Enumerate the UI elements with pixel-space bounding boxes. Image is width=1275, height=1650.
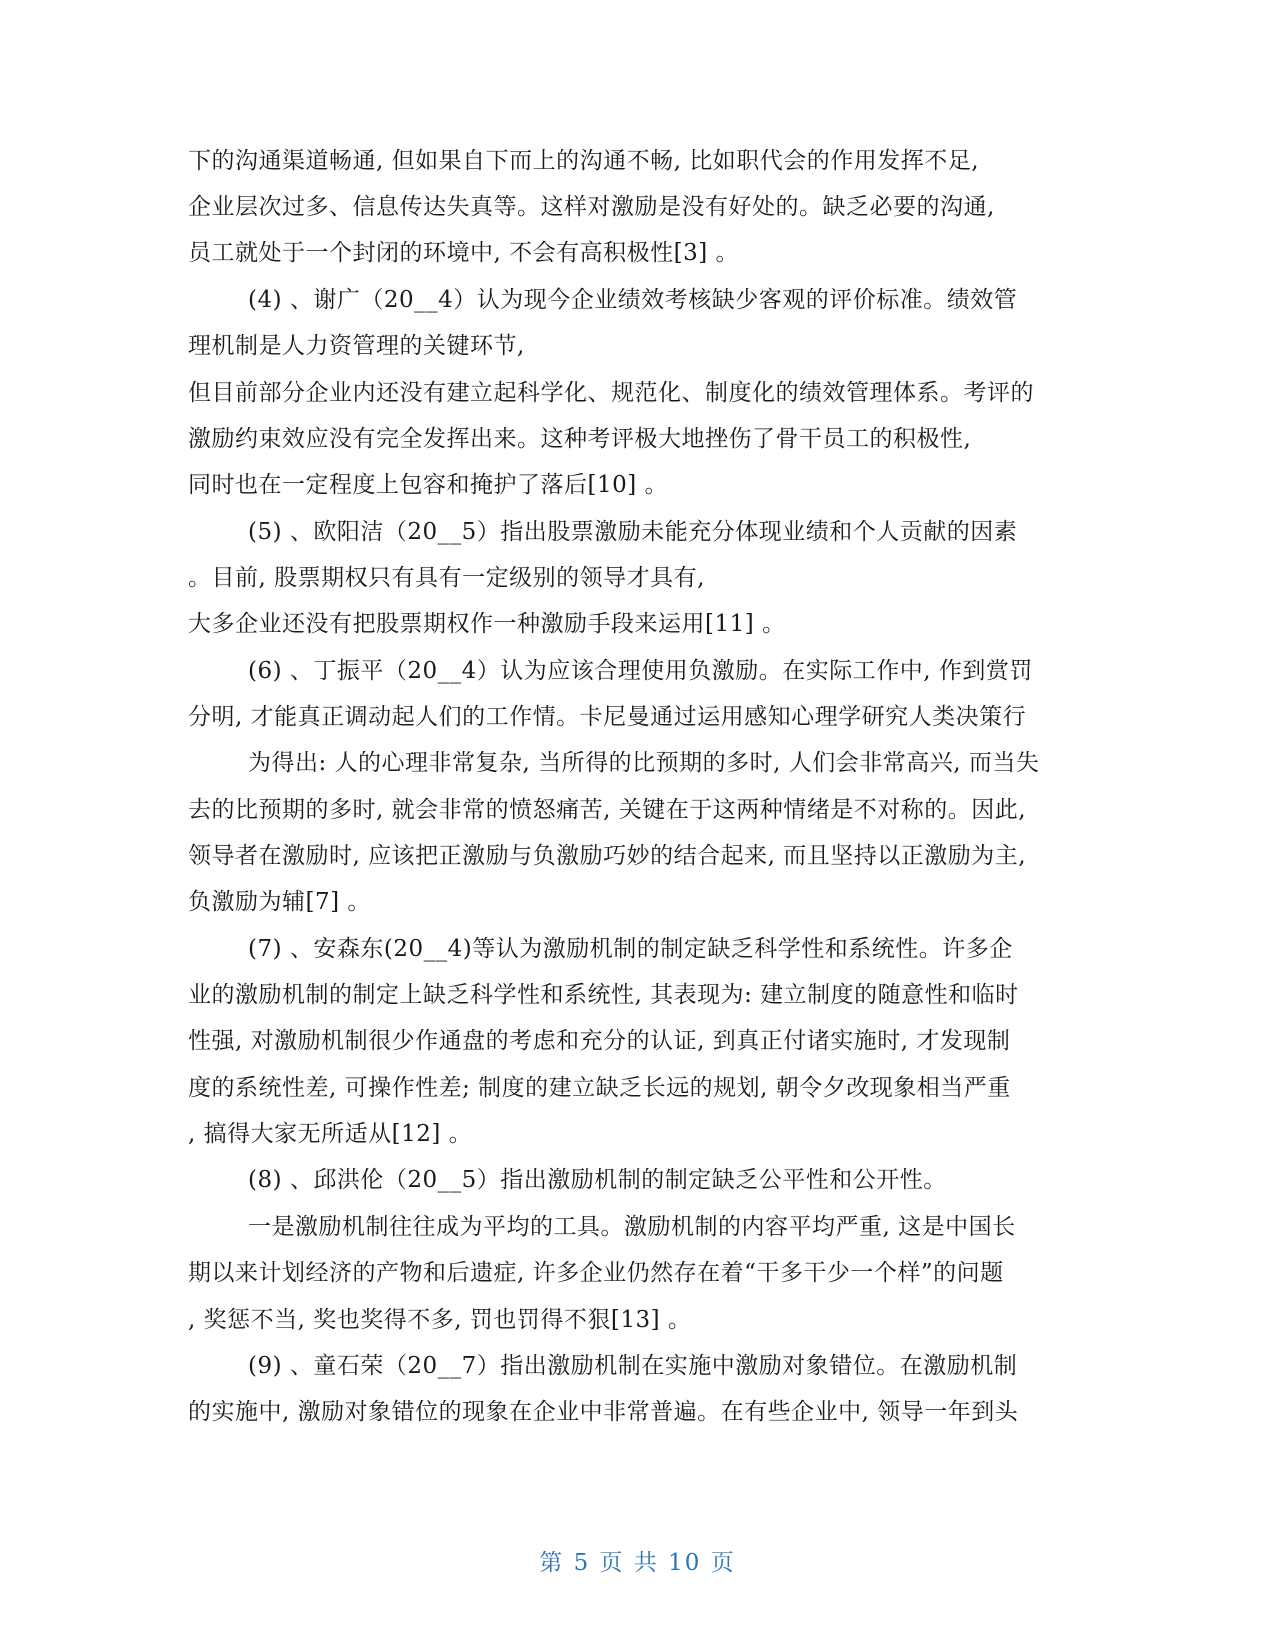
text-line: 大多企业还没有把股票期权作一种激励手段来运用[11] 。 <box>188 611 786 637</box>
text-line: 业的激励机制的制定上缺乏科学性和系统性, 其表现为: 建立制度的随意性和临时 <box>188 982 1019 1008</box>
text-line: 激励约束效应没有完全发挥出来。这种考评极大地挫伤了骨干员工的积极性, <box>188 426 972 452</box>
text-line: 分明, 才能真正调动起人们的工作情。卡尼曼通过运用感知心理学研究人类决策行 <box>188 704 1027 730</box>
text-line: (9) 、童石荣（20__7）指出激励机制在实施中激励对象错位。在激励机制 <box>248 1353 1018 1379</box>
text-line: 员工就处于一个封闭的环境中, 不会有高积极性[3] 。 <box>188 240 740 266</box>
text-line: 期以来计划经济的产物和后遗症, 许多企业仍然存在着“干多干少一个样”的问题 <box>188 1260 1004 1286</box>
text-line: (4) 、谢广（20__4）认为现今企业绩效考核缺少客观的评价标准。绩效管 <box>248 287 1018 313</box>
text-line: 。目前, 股票期权只有具有一定级别的领导才具有, <box>188 565 705 591</box>
text-line: (6) 、丁振平（20__4）认为应该合理使用负激励。在实际工作中, 作到赏罚 <box>248 658 1033 684</box>
text-line: 度的系统性差, 可操作性差; 制度的建立缺乏长远的规划, 朝令夕改现象相当严重 <box>188 1075 1011 1101</box>
text-line: 去的比预期的多时, 就会非常的愤怒痛苦, 关键在于这两种情绪是不对称的。因此, <box>188 797 1027 823</box>
text-line: 一是激励机制往往成为平均的工具。激励机制的内容平均严重, 这是中国长 <box>248 1214 1016 1240</box>
page-number-footer: 第 5 页 共 10 页 <box>539 1550 736 1576</box>
text-line: 理机制是人力资管理的关键环节, <box>188 333 525 359</box>
text-line: 性强, 对激励机制很少作通盘的考虑和充分的认证, 到真正付诸实施时, 才发现制 <box>188 1028 1011 1054</box>
text-line: , 奖惩不当, 奖也奖得不多, 罚也罚得不狠[13] 。 <box>188 1307 692 1333</box>
text-line: 同时也在一定程度上包容和掩护了落后[10] 。 <box>188 472 669 498</box>
text-line: 为得出: 人的心理非常复杂, 当所得的比预期的多时, 人们会非常高兴, 而当失 <box>248 750 1040 776</box>
text-line: 下的沟通渠道畅通, 但如果自下而上的沟通不畅, 比如职代会的作用发挥不足, <box>188 148 980 174</box>
text-line: (7) 、安森东(20__4)等认为激励机制的制定缺乏科学性和系统性。许多企 <box>248 936 1013 962</box>
text-line: (5) 、欧阳洁（20__5）指出股票激励未能充分体现业绩和个人贡献的因素 <box>248 519 1018 545</box>
text-line: 企业层次过多、信息传达失真等。这样对激励是没有好处的。缺乏必要的沟通, <box>188 194 995 220</box>
text-line: 负激励为辅[7] 。 <box>188 889 371 915</box>
text-line: 领导者在激励时, 应该把正激励与负激励巧妙的结合起来, 而且坚持以正激励为主, <box>188 843 1027 869</box>
text-line: 的实施中, 激励对象错位的现象在企业中非常普遍。在有些企业中, 领导一年到头 <box>188 1399 1019 1425</box>
text-line: (8) 、邱洪伦（20__5）指出激励机制的制定缺乏公平性和公开性。 <box>248 1167 947 1193</box>
text-line: , 搞得大家无所适从[12] 。 <box>188 1121 473 1147</box>
text-line: 但目前部分企业内还没有建立起科学化、规范化、制度化的绩效管理体系。考评的 <box>188 380 1034 406</box>
